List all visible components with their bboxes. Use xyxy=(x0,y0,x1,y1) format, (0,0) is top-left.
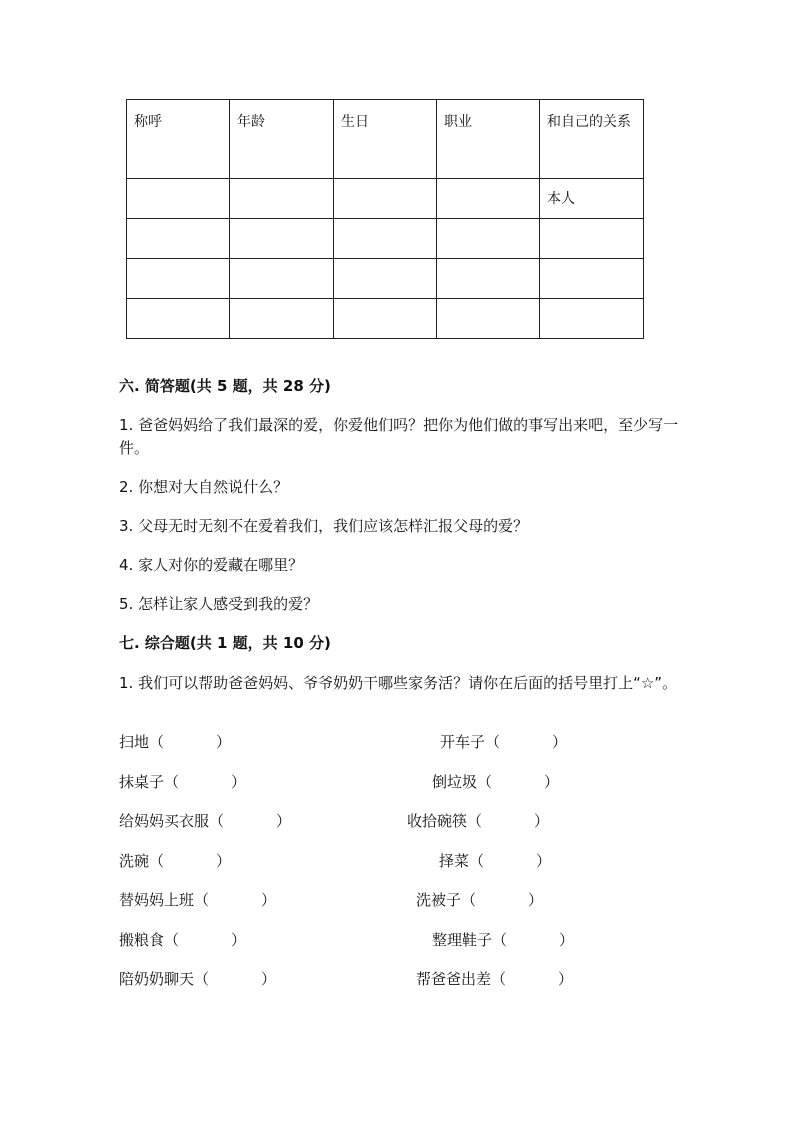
close-paren: ） xyxy=(528,891,544,909)
answer-parens[interactable] xyxy=(194,889,276,910)
close-paren: ） xyxy=(552,733,568,751)
table-cell[interactable] xyxy=(437,259,540,299)
table-cell[interactable] xyxy=(230,179,334,219)
close-paren: ） xyxy=(216,852,232,870)
table-cell[interactable] xyxy=(540,299,644,339)
open-paren: （ xyxy=(164,773,180,791)
answer-parens[interactable] xyxy=(477,771,559,792)
answer-parens[interactable] xyxy=(485,731,567,752)
table-cell[interactable] xyxy=(540,259,644,299)
table-cell[interactable] xyxy=(230,299,334,339)
answer-parens[interactable] xyxy=(149,731,231,752)
chore-item xyxy=(432,929,574,950)
table-cell[interactable] xyxy=(230,219,334,259)
chore-item xyxy=(119,810,291,831)
close-paren: ） xyxy=(534,812,550,830)
chore-item xyxy=(119,771,246,792)
close-paren: ） xyxy=(544,773,560,791)
chore-label: 整理鞋子 xyxy=(432,931,493,949)
table-cell[interactable] xyxy=(127,299,230,339)
table-cell[interactable] xyxy=(437,219,540,259)
answer-parens[interactable] xyxy=(492,929,574,950)
chore-label: 择菜 xyxy=(439,852,470,870)
close-paren: ） xyxy=(276,812,292,830)
table-cell[interactable] xyxy=(334,299,437,339)
close-paren: ） xyxy=(558,970,574,988)
open-paren: （ xyxy=(477,773,493,791)
open-paren: （ xyxy=(485,733,501,751)
question-7-1: 1. 我们可以帮助爸爸妈妈、爷爷奶奶干哪些家务活？请你在后面的括号里打上“☆”。 xyxy=(119,674,678,692)
close-paren: ） xyxy=(536,852,552,870)
open-paren: （ xyxy=(149,852,165,870)
header-cell-title: 称呼 xyxy=(127,100,230,179)
answer-parens[interactable] xyxy=(209,810,291,831)
open-paren: （ xyxy=(491,970,507,988)
table-row xyxy=(127,259,644,299)
chore-label: 收拾碗筷 xyxy=(407,812,468,830)
table-header-row xyxy=(127,100,644,179)
close-paren: ） xyxy=(261,970,277,988)
header-cell-birthday: 生日 xyxy=(334,100,437,179)
family-info-table xyxy=(126,99,644,339)
question-6-1: 1. 爸爸妈妈给了我们最深的爱，你爱他们吗？把你为他们做的事写出来吧，至少写一件。 xyxy=(119,416,679,457)
close-paren: ） xyxy=(559,931,575,949)
section-6-title: 六. 简答题(共 5 题，共 28 分) xyxy=(119,377,331,395)
table-cell[interactable] xyxy=(334,179,437,219)
table-row xyxy=(127,299,644,339)
header-cell-age: 年龄 xyxy=(230,100,334,179)
close-paren: ） xyxy=(261,891,277,909)
chore-item xyxy=(439,850,551,871)
chore-label: 帮爸爸出差 xyxy=(416,970,492,988)
answer-parens[interactable] xyxy=(194,968,276,989)
chore-item xyxy=(119,731,231,752)
open-paren: （ xyxy=(149,733,165,751)
answer-parens[interactable] xyxy=(164,929,246,950)
answer-parens[interactable] xyxy=(467,810,549,831)
question-6-2: 2. 你想对大自然说什么？ xyxy=(119,478,289,496)
open-paren: （ xyxy=(194,891,210,909)
table-cell[interactable] xyxy=(437,179,540,219)
table-cell[interactable] xyxy=(230,259,334,299)
chore-item xyxy=(119,968,276,989)
open-paren: （ xyxy=(164,931,180,949)
close-paren: ） xyxy=(231,931,247,949)
chore-item xyxy=(407,810,549,831)
open-paren: （ xyxy=(194,970,210,988)
answer-parens[interactable] xyxy=(164,771,246,792)
chore-label: 开车子 xyxy=(440,733,486,751)
open-paren: （ xyxy=(209,812,225,830)
table-row xyxy=(127,179,644,219)
answer-parens[interactable] xyxy=(461,889,543,910)
question-6-4: 4. 家人对你的爱藏在哪里？ xyxy=(119,556,304,574)
table-cell[interactable] xyxy=(334,219,437,259)
table-cell[interactable] xyxy=(540,219,644,259)
table-row xyxy=(127,219,644,259)
open-paren: （ xyxy=(461,891,477,909)
table-cell[interactable] xyxy=(127,179,230,219)
header-cell-job: 职业 xyxy=(437,100,540,179)
question-6-3: 3. 父母无时无刻不在爱着我们，我们应该怎样汇报父母的爱？ xyxy=(119,517,529,535)
chore-item xyxy=(119,889,276,910)
open-paren: （ xyxy=(469,852,485,870)
chore-label: 抹桌子 xyxy=(119,773,165,791)
header-cell-relation: 和自己的关系 xyxy=(540,100,644,179)
chore-item xyxy=(119,929,246,950)
table-cell[interactable] xyxy=(127,219,230,259)
answer-parens[interactable] xyxy=(149,850,231,871)
table-cell: 本人 xyxy=(540,179,644,219)
open-paren: （ xyxy=(467,812,483,830)
answer-parens[interactable] xyxy=(469,850,551,871)
chore-label: 陪奶奶聊天 xyxy=(119,970,195,988)
chore-label: 倒垃圾 xyxy=(432,773,478,791)
chore-item xyxy=(416,968,573,989)
chore-item xyxy=(119,850,231,871)
open-paren: （ xyxy=(492,931,508,949)
section-7-title: 七. 综合题(共 1 题，共 10 分) xyxy=(119,634,331,652)
chore-item xyxy=(416,889,543,910)
chore-item xyxy=(432,771,559,792)
close-paren: ） xyxy=(231,773,247,791)
chore-label: 扫地 xyxy=(119,733,150,751)
chore-label: 洗碗 xyxy=(119,852,150,870)
chore-label: 洗被子 xyxy=(416,891,462,909)
chore-label: 搬粮食 xyxy=(119,931,165,949)
close-paren: ） xyxy=(216,733,232,751)
answer-parens[interactable] xyxy=(491,968,573,989)
question-6-5: 5. 怎样让家人感受到我的爱？ xyxy=(119,595,319,613)
table-cell[interactable] xyxy=(334,259,437,299)
table-cell[interactable] xyxy=(127,259,230,299)
chore-label: 替妈妈上班 xyxy=(119,891,195,909)
chore-item xyxy=(440,731,567,752)
table-cell[interactable] xyxy=(437,299,540,339)
chore-label: 给妈妈买衣服 xyxy=(119,812,210,830)
